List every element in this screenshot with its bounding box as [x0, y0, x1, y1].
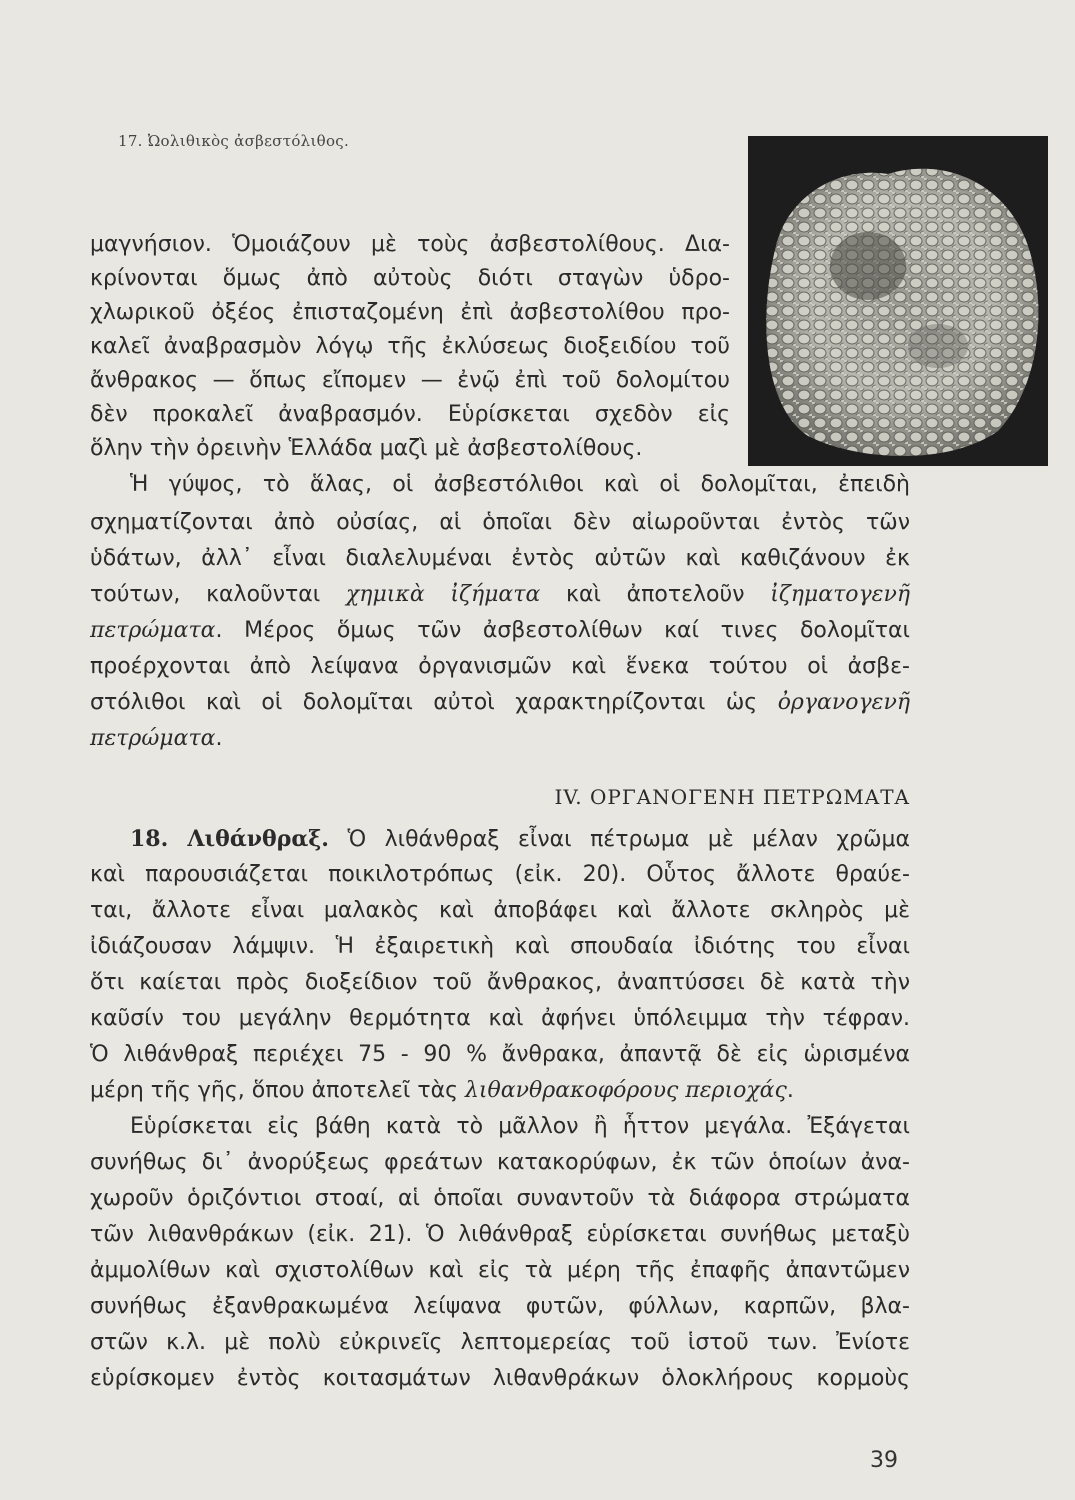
text-run: καὶ ἀποτελοῦν [540, 582, 771, 607]
text-line: εὑρίσκομεν ἐντὸς κοιτασμάτων λιθανθράκων ὁλοκλήρους κορμοὺς [90, 1366, 910, 1391]
text-line: καλεῖ ἀναβρασμὸν λόγῳ τῆς ἐκλύσεως διοξειδίου τοῦ [90, 334, 730, 359]
oolitic-limestone-photo [748, 136, 1048, 466]
text-line [90, 578, 910, 612]
text-line: προέρχονται ἀπὸ λείψανα ὀργανισμῶν καὶ ἕνεκα τούτου οἱ ἀσβε- [90, 654, 910, 679]
text-line [90, 614, 910, 648]
text-line: ἀμμολίθων καὶ σχιστολίθων καὶ εἰς τὰ μέρη τῆς ἐπαφῆς ἀπαντῶμεν [90, 1258, 910, 1283]
text-line: ὅλην τὴν ὀρεινὴν Ἑλλάδα μαζὶ μὲ ἀσβεστολίθους. [90, 436, 643, 461]
text-run: . Μέρος ὅμως τῶν ἀσβεστολίθων καί τινες δολομῖται [215, 618, 910, 643]
text-line: χωροῦν ὁριζόντιοι στοαί, αἱ ὁποῖαι συναντοῦν τὰ διάφορα στρώματα [90, 1186, 910, 1211]
figure-caption: 17. Ὠολιθικὸς ἀσβεστόλιθος. [118, 132, 350, 150]
text-line [90, 1074, 910, 1108]
text-line: ὑδάτων, ἀλλ᾽ εἶναι διαλελυμέναι ἐντὸς αὐτῶν καὶ καθιζάνουν ἐκ [90, 546, 910, 571]
text-run: . [786, 1078, 794, 1103]
text-line: ὅτι καίεται πρὸς διοξείδιον τοῦ ἄνθρακος, ἀναπτύσσει δὲ κατὰ τὴν [90, 970, 910, 995]
text-run: . [215, 726, 223, 751]
page-number: 39 [870, 1448, 898, 1473]
text-line: Ἡ γύψος, τὸ ἅλας, οἱ ἀσβεστόλιθοι καὶ οἱ δολομῖται, ἐπειδὴ [130, 472, 910, 497]
italic-term: χημικὰ ἰζήματα [345, 582, 541, 607]
text-line [90, 822, 910, 856]
section-heading: IV. ΟΡΓΑΝΟΓΕΝΗ ΠΕΤΡΩΜΑΤΑ [554, 785, 910, 809]
text-line: ται, ἄλλοτε εἶναι μαλακὸς καὶ ἀποβάφει καὶ ἄλλοτε σκληρὸς μὲ [90, 898, 910, 923]
italic-term: πετρώματα [90, 726, 216, 751]
text-run: Ὁ λιθάνθραξ εἶναι πέτρωμα μὲ μέλαν χρῶμα [328, 827, 910, 852]
rock-image-icon [748, 136, 1048, 466]
italic-term: πετρώματα [90, 618, 216, 643]
text-line: ἰδιάζουσαν λάμψιν. Ἡ ἐξαιρετικὴ καὶ σπουδαία ἰδιότης του εἶναι [90, 934, 910, 959]
text-run: τούτων, καλοῦνται [90, 582, 346, 607]
text-line: Ὁ λιθάνθραξ περιέχει 75 - 90 % ἄνθρακα, ἀπαντᾷ δὲ εἰς ὡρισμένα [90, 1042, 910, 1067]
italic-term: λιθανθρακοφόρους περιοχάς [464, 1078, 787, 1103]
text-line: ἄνθρακος — ὅπως εἴπομεν — ἐνῷ ἐπὶ τοῦ δολομίτου [90, 368, 730, 393]
text-line: κρίνονται ὅμως ἀπὸ αὐτοὺς διότι σταγὼν ὑδρο- [90, 266, 730, 291]
text-line: καὶ παρουσιάζεται ποικιλοτρόπως (εἰκ. 20). Οὗτος ἄλλοτε θραύε- [90, 862, 910, 887]
text-line [90, 686, 910, 720]
italic-term: ἰζηματογενῆ [770, 582, 911, 607]
text-line [90, 722, 910, 756]
text-line: στῶν κ.λ. μὲ πολὺ εὐκρινεῖς λεπτομερείας τοῦ ἱστοῦ των. Ἐνίοτε [90, 1330, 910, 1355]
text-run: μέρη τῆς γῆς, ὅπου ἀποτελεῖ τὰς [90, 1078, 465, 1103]
text-line: μαγνήσιον. Ὁμοιάζουν μὲ τοὺς ἀσβεστολίθους. Δια- [90, 232, 730, 257]
text-line: σχηματίζονται ἀπὸ οὐσίας, αἱ ὁποῖαι δὲν αἰωροῦνται ἐντὸς τῶν [90, 510, 910, 535]
text-line: καῦσίν του μεγάλην θερμότητα καὶ ἀφήνει ὑπόλειμμα τὴν τέφραν. [90, 1006, 910, 1031]
subsection-title: 18. Λιθάνθραξ. [130, 826, 329, 852]
text-line: Εὑρίσκεται εἰς βάθη κατὰ τὸ μᾶλλον ἢ ἧττον μεγάλα. Ἐξάγεται [130, 1114, 910, 1139]
text-line: δὲν προκαλεῖ ἀναβρασμόν. Εὑρίσκεται σχεδὸν εἰς [90, 402, 730, 427]
text-line: χλωρικοῦ ὀξέος ἐπισταζομένη ἐπὶ ἀσβεστολίθου προ- [90, 300, 730, 325]
text-line: τῶν λιθανθράκων (εἰκ. 21). Ὁ λιθάνθραξ εὑρίσκεται συνήθως μεταξὺ [90, 1222, 910, 1247]
italic-term: ὀργανογενῆ [777, 690, 910, 715]
text-line: συνήθως δι᾽ ἀνορύξεως φρεάτων κατακορύφων, ἐκ τῶν ὁποίων ἀνα- [90, 1150, 910, 1175]
text-line: συνήθως ἐξανθρακωμένα λείψανα φυτῶν, φύλλων, καρπῶν, βλα- [90, 1294, 910, 1319]
text-run: στόλιθοι καὶ οἱ δολομῖται αὐτοὶ χαρακτηρίζονται ὡς [90, 690, 778, 715]
